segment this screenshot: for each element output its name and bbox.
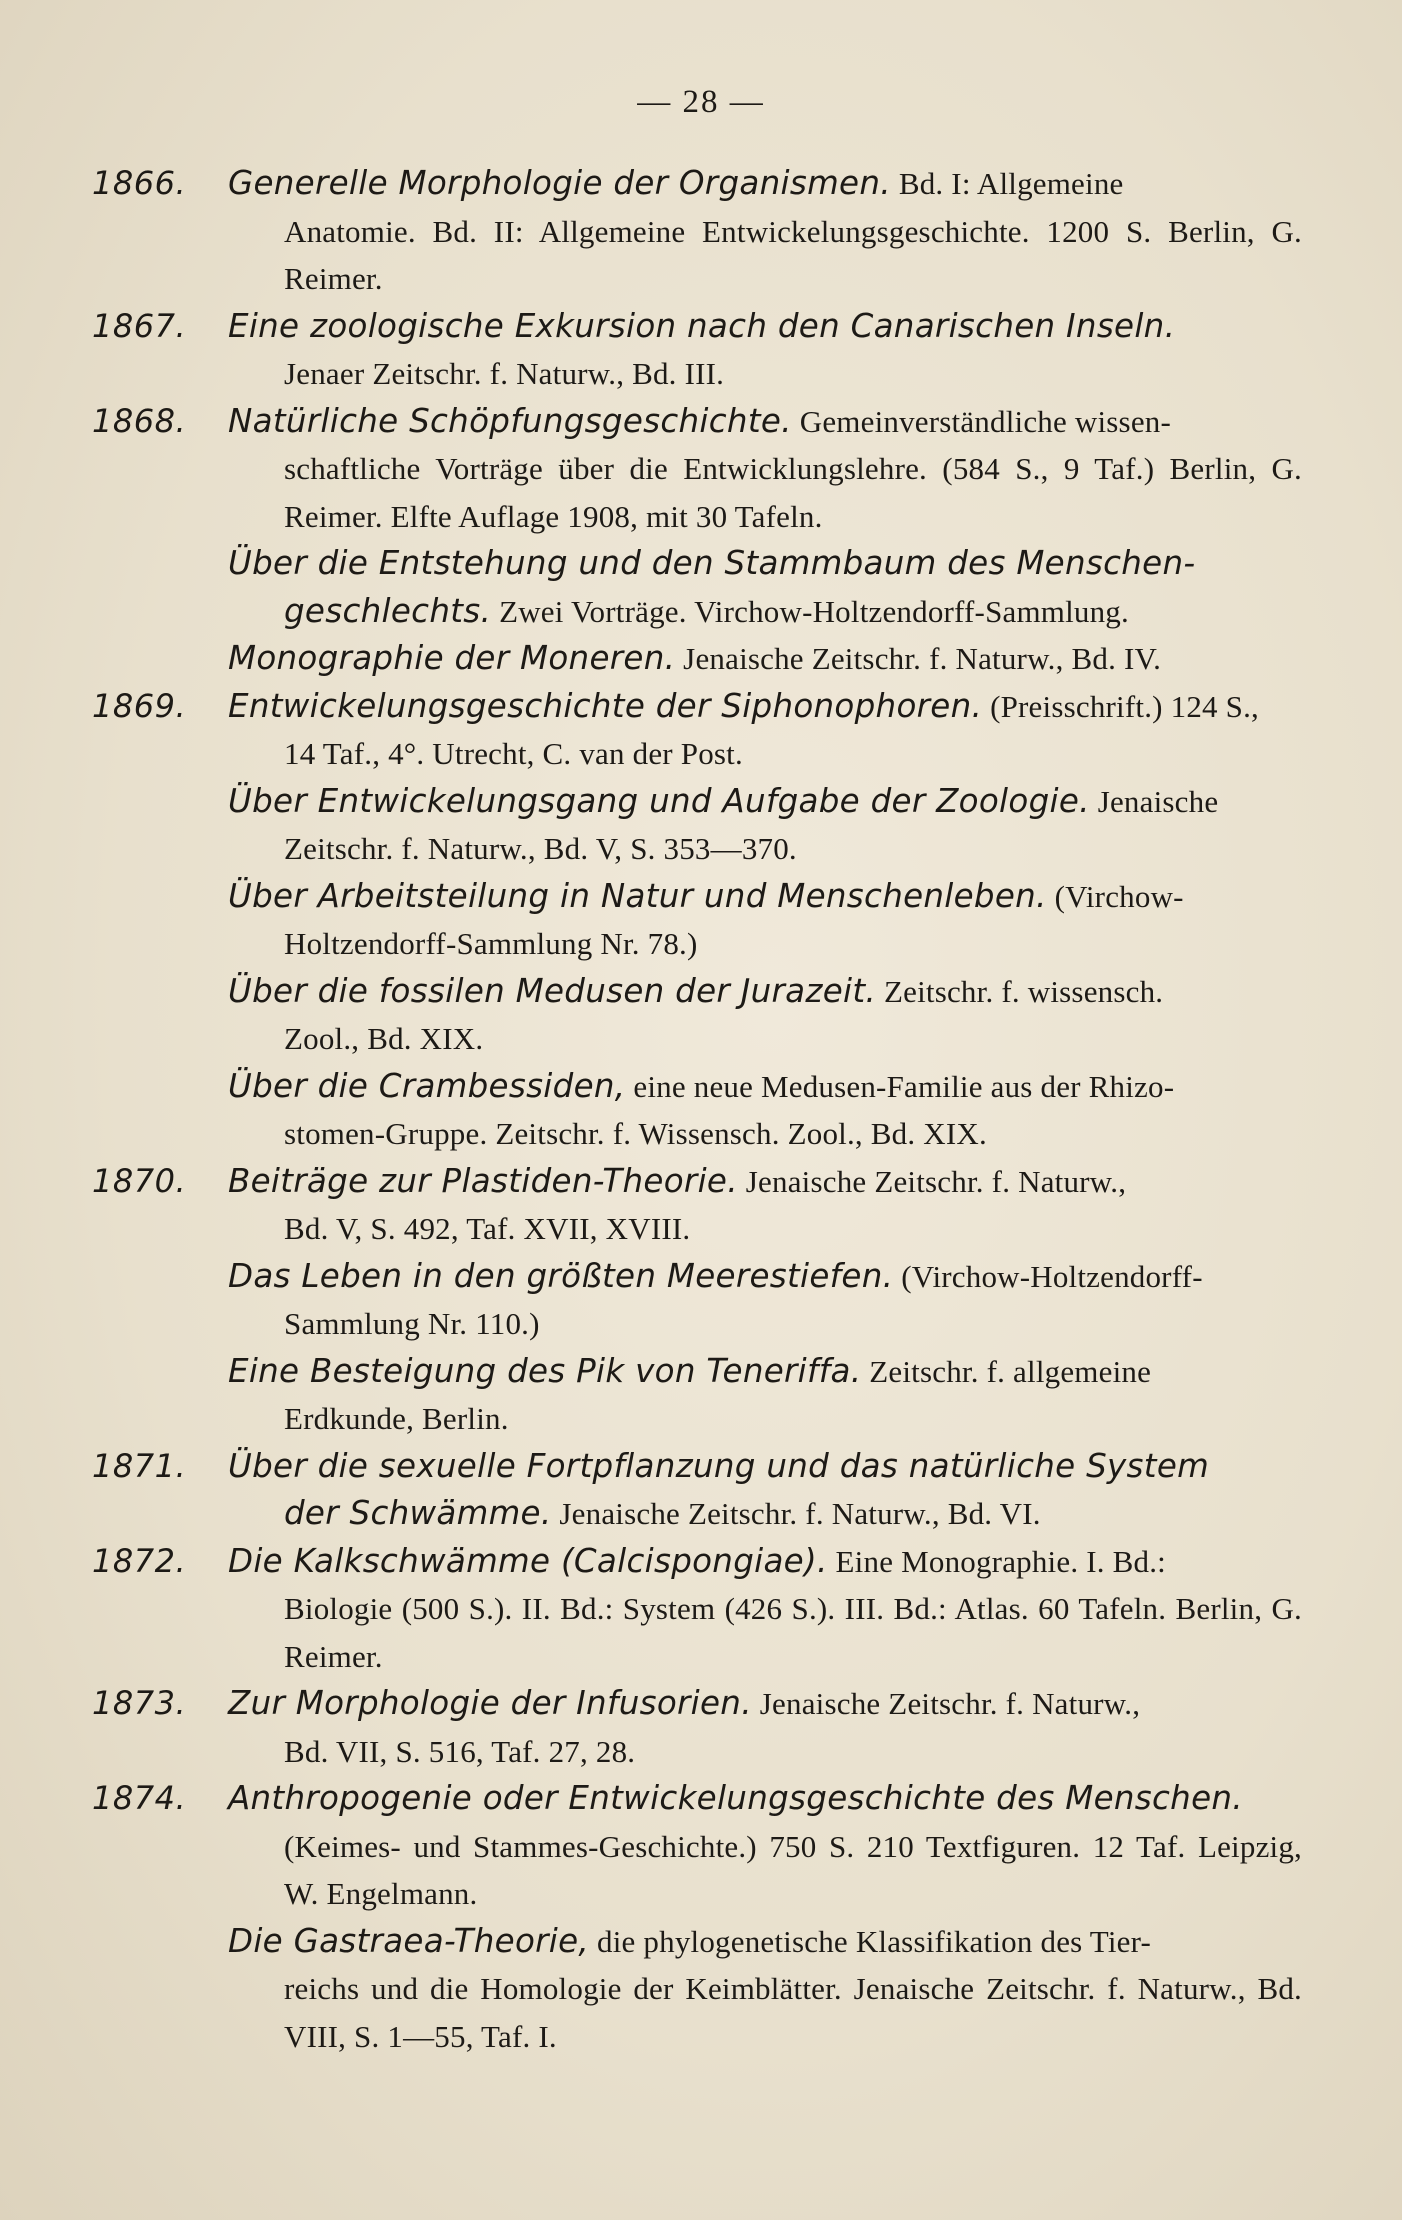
page-number: — 28 — [637, 84, 765, 120]
entry-year: 1866. [92, 164, 187, 202]
entry-title: Über Entwickelungsgang und Aufgabe der Zoologie. [228, 781, 1090, 820]
entry-title: Entwickelungsgeschichte der Siphonophoren. [228, 686, 983, 725]
entry-continuation: Jenaer Zeitschr. f. Naturw., Bd. III. [284, 356, 725, 391]
entry-year: 1869. [92, 686, 187, 725]
bibliography-entry [92, 1063, 1302, 1158]
bibliography-entry [92, 683, 1302, 778]
bibliography-entry [92, 778, 1302, 873]
entry-title: Über die fossilen Medusen der Jurazeit. [228, 971, 877, 1010]
entry-title-continuation: geschlechts. [284, 591, 492, 630]
entry-continuation: Erdkunde, Berlin. [284, 1401, 509, 1436]
bibliography-entry [92, 1538, 1302, 1681]
entry-continuation: Bd. VII, S. 516, Taf. 27, 28. [284, 1733, 636, 1769]
bibliography-entry [92, 1443, 1302, 1538]
entry-title: Zur Morphologie der Infusorien. [228, 1684, 752, 1722]
entry-year: 1874. [92, 1779, 187, 1817]
entry-title: Natürliche Schöpfungsgeschichte. [228, 401, 792, 440]
bibliography-entry [92, 1775, 1302, 1918]
entry-title: Generelle Morphologie der Organismen. [228, 164, 891, 202]
entry-details: Jenaische [1089, 783, 1219, 819]
entry-details: Bd. I: Allgemeine [890, 166, 1124, 201]
entry-continuation: Bd. V, S. 492, Taf. XVII, XVIII. [284, 1211, 691, 1246]
entry-continuation: Sammlung Nr. 110.) [284, 1306, 540, 1341]
entry-details: Gemeinverständliche wissen- [791, 403, 1172, 439]
entry-continuation: (Keimes- und Stammes-Geschichte.) 750 S. 210 Textfiguren. 12 Taf. Leipzig, W. Engelmann. [284, 1828, 1302, 1911]
entry-year: 1867. [92, 306, 187, 345]
bibliography-entry [92, 160, 1302, 303]
entry-continuation: stomen-Gruppe. Zeitschr. f. Wissensch. Zool., Bd. XIX. [284, 1116, 987, 1151]
entry-title-continuation: der Schwämme. [284, 1494, 552, 1532]
entry-continuation: Zeitschr. f. Naturw., Bd. V, S. 353—370. [284, 831, 797, 866]
entry-title: Über die sexuelle Fortpflanzung und das natürliche System [228, 1446, 1210, 1485]
bibliography-entry [92, 1680, 1302, 1775]
entry-details: die phylogenetische Klassifikation des Tier- [589, 1923, 1152, 1959]
entry-title: Anthropogenie oder Entwickelungsgeschichte des Menschen. [228, 1779, 1243, 1817]
bibliography-entry [92, 1158, 1302, 1253]
entry-continuation: 14 Taf., 4°. Utrecht, C. van der Post. [284, 736, 743, 771]
entry-title: Beiträge zur Plastiden-Theorie. [228, 1161, 738, 1200]
bibliography-entry [92, 1253, 1302, 1348]
entry-continuation: Zool., Bd. XIX. [284, 1021, 484, 1056]
entry-year: 1871. [92, 1446, 187, 1485]
bibliography-entry [92, 303, 1302, 398]
entry-details: (Preisschrift.) 124 S., [982, 688, 1260, 724]
entry-title: Eine Besteigung des Pik von Teneriffa. [228, 1351, 862, 1390]
entry-title: Über Arbeitsteilung in Natur und Menschenleben. [228, 876, 1047, 915]
entry-details: Zwei Vorträge. Virchow-Holtzendorff-Sammlung. [491, 593, 1129, 629]
bibliography-entry [92, 968, 1302, 1063]
bibliography-entry [92, 540, 1302, 635]
entry-title: Die Kalkschwämme (Calcispongiae). [228, 1541, 828, 1580]
entry-details: Zeitschr. f. allgemeine [861, 1353, 1152, 1389]
entry-details: Jenaische Zeitschr. f. Naturw., [751, 1686, 1141, 1721]
entry-year: 1873. [92, 1684, 187, 1722]
entry-details: (Virchow- [1046, 878, 1184, 914]
entry-continuation [228, 588, 1302, 636]
entry-continuation: Holtzendorff-Sammlung Nr. 78.) [284, 926, 698, 961]
bibliography-entry [92, 873, 1302, 968]
entry-year: 1872. [92, 1541, 187, 1580]
bibliography-entry [92, 1348, 1302, 1443]
entry-title: Über die Crambessiden, [228, 1066, 626, 1105]
entry-continuation: reichs und die Homologie der Keimblätter. Jenaische Zeitschr. f. Naturw., Bd. VIII, S. 1—55, Taf. I. [284, 1971, 1302, 2054]
entry-title: Monographie der Moneren. [228, 639, 676, 677]
bibliography-entry [92, 1918, 1302, 2061]
entry-details: eine neue Medusen-Familie aus der Rhizo- [625, 1068, 1175, 1104]
entry-details: Jenaische Zeitschr. f. Naturw., Bd. IV. [675, 641, 1162, 676]
bibliography-entry [92, 635, 1302, 683]
entry-year: 1870. [92, 1161, 187, 1200]
entry-continuation: schaftliche Vorträge über die Entwicklungslehre. (584 S., 9 Taf.) Berlin, G. Reimer. Elfte Auflage 1908, mit 30 Tafeln. [284, 451, 1302, 534]
entry-year: 1868. [92, 401, 187, 440]
entry-details: Jenaische Zeitschr. f. Naturw., [737, 1163, 1127, 1199]
entry-details: Eine Monographie. I. Bd.: [827, 1543, 1166, 1579]
bibliography-list [92, 160, 1302, 2060]
bibliography-entry [92, 398, 1302, 541]
entry-title: Über die Entstehung und den Stammbaum des Menschen- [228, 544, 1196, 582]
entry-details: Jenaische Zeitschr. f. Naturw., Bd. VI. [551, 1496, 1041, 1531]
entry-details: (Virchow-Holtzendorff- [893, 1258, 1203, 1294]
entry-title: Das Leben in den größten Meerestiefen. [228, 1256, 894, 1295]
entry-title: Eine zoologische Exkursion nach den Canarischen Inseln. [228, 306, 1176, 345]
entry-continuation: Biologie (500 S.). II. Bd.: System (426 S.). III. Bd.: Atlas. 60 Tafeln. Berlin, G. Reimer. [284, 1591, 1302, 1674]
entry-continuation [228, 1490, 1302, 1538]
entry-continuation: Anatomie. Bd. II: Allgemeine Entwickelungsgeschichte. 1200 S. Berlin, G. Reimer. [284, 213, 1302, 296]
entry-details: Zeitschr. f. wissensch. [876, 973, 1164, 1009]
entry-title: Die Gastraea-Theorie, [228, 1921, 590, 1960]
